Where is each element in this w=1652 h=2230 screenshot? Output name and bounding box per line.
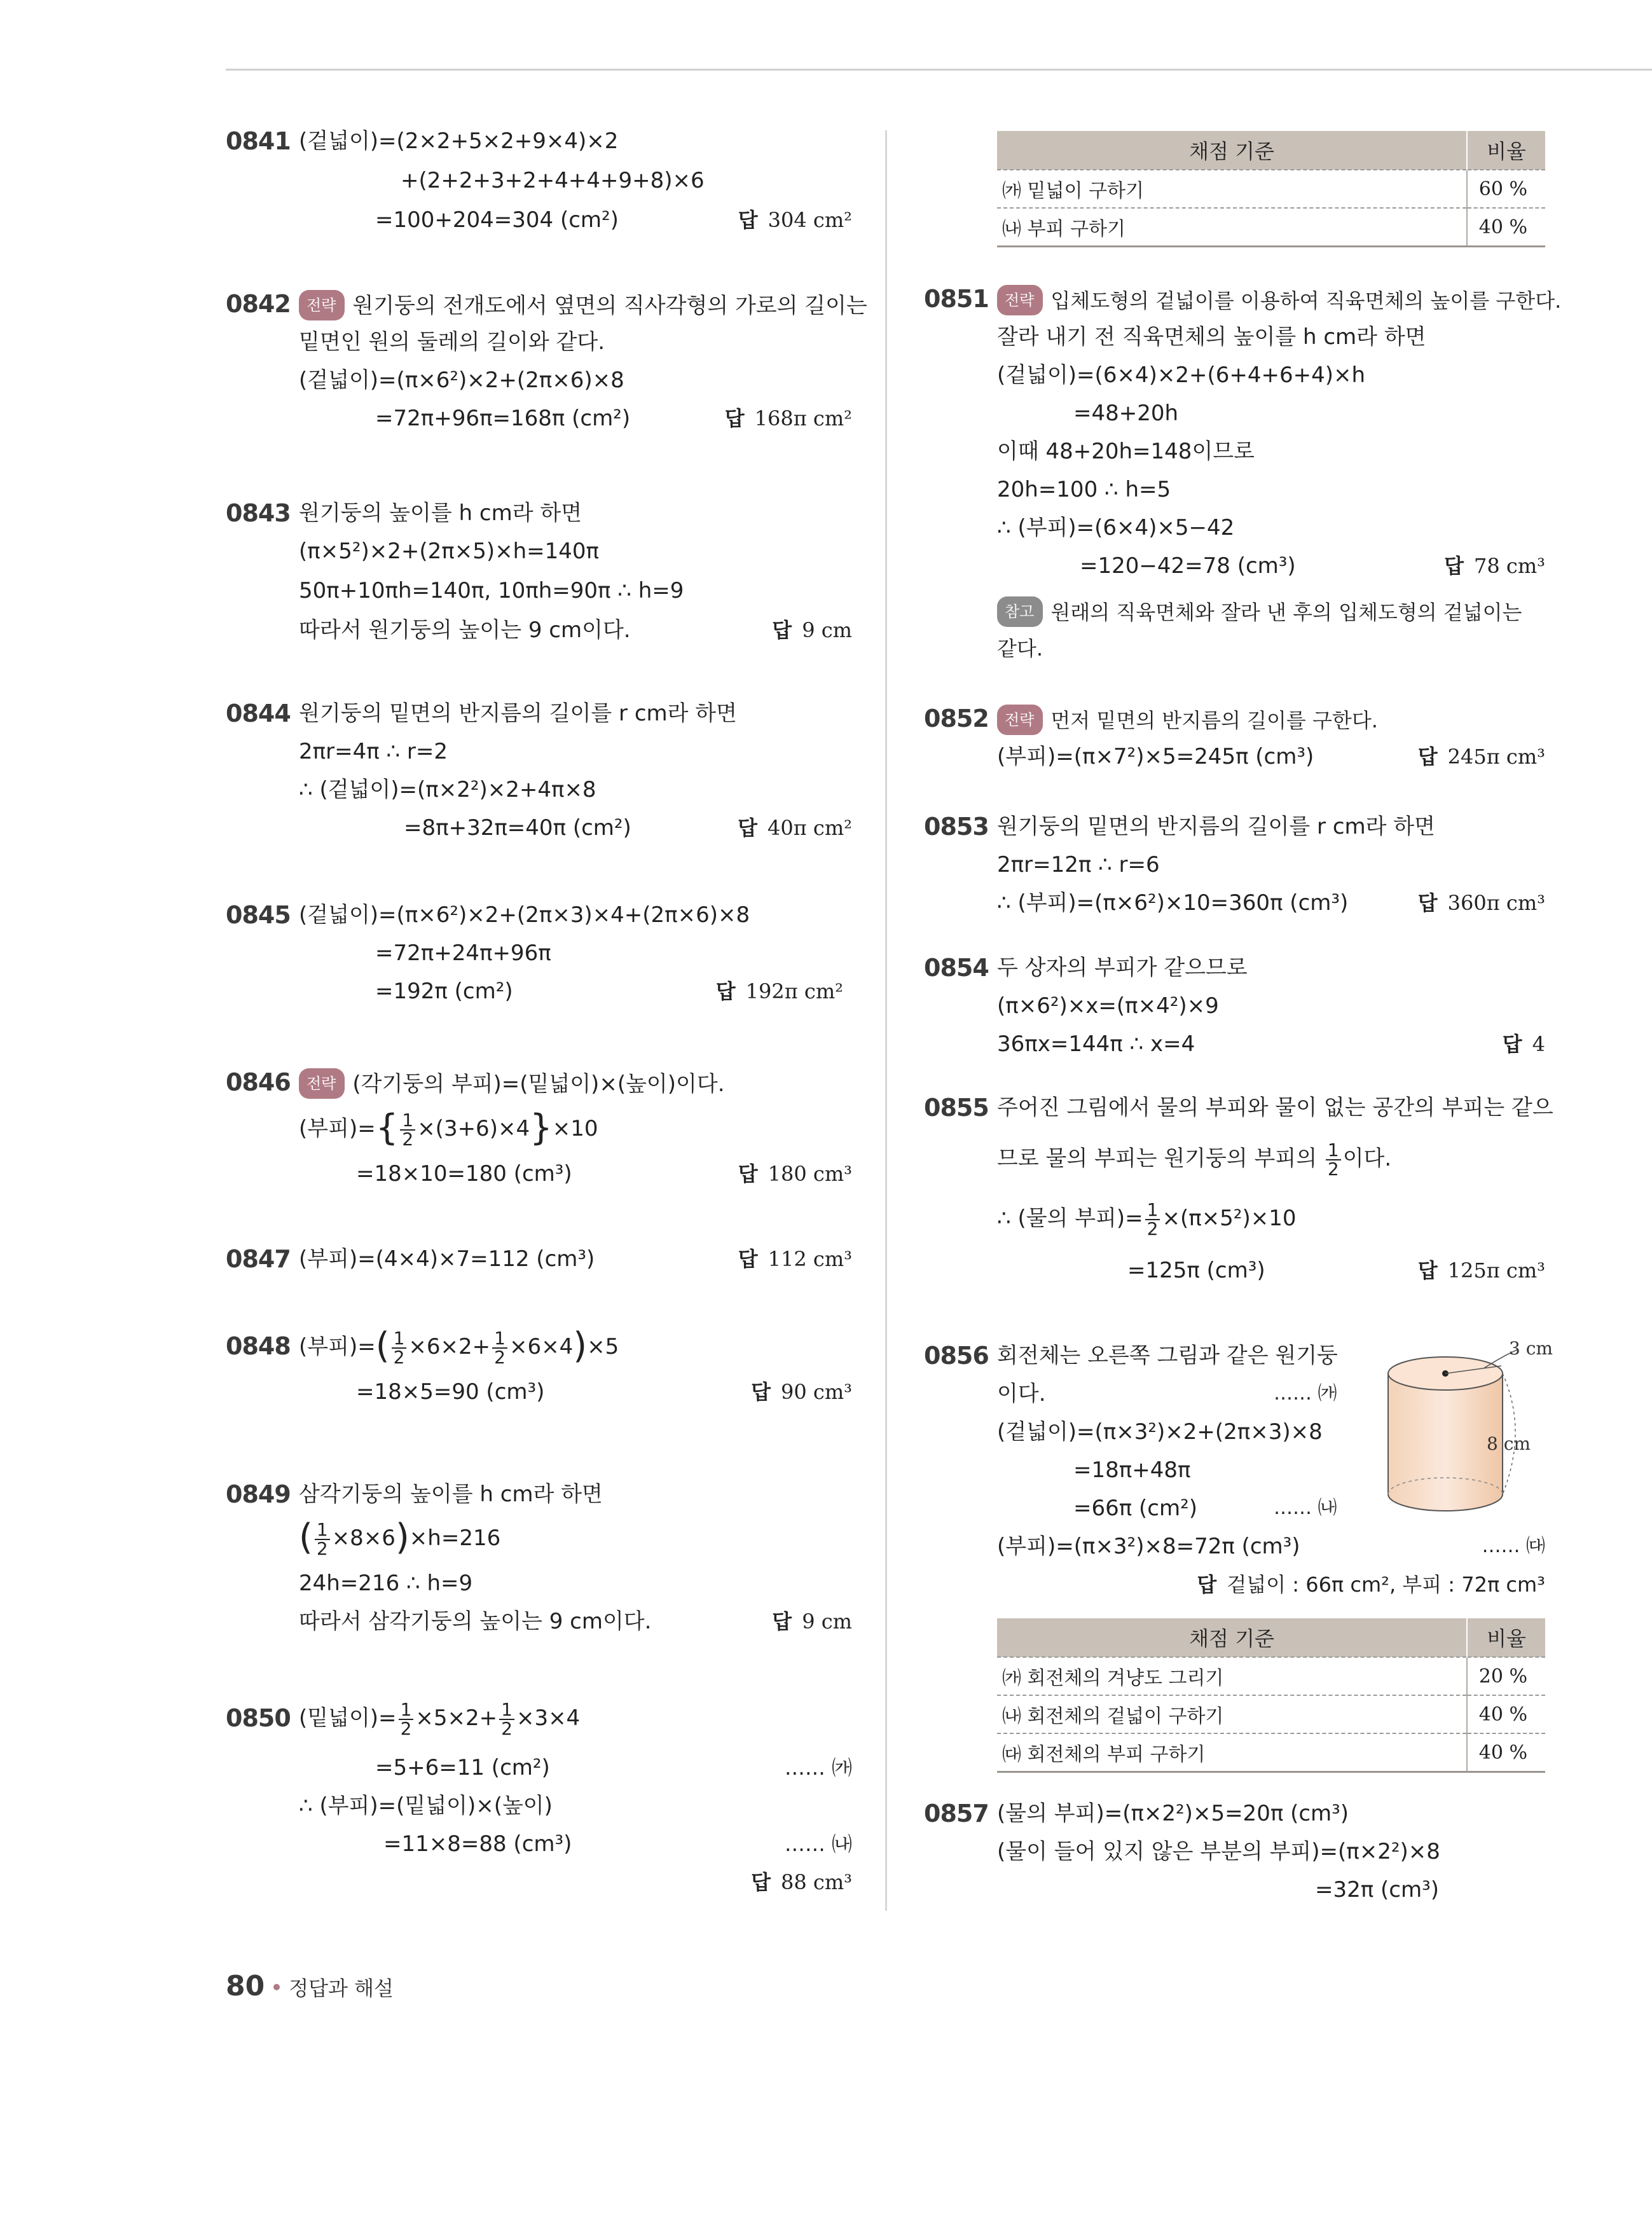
answer-value: 125π cm³	[1447, 1258, 1545, 1283]
table-cell: 40 %	[1467, 208, 1545, 247]
answer-label: 답	[738, 1247, 758, 1271]
denominator: 2	[402, 1128, 414, 1150]
problem-number: 0847	[226, 1245, 291, 1273]
problem-number: 0848	[226, 1332, 291, 1360]
column-divider	[885, 130, 887, 1911]
page-number: 80	[226, 1970, 265, 2002]
reference-badge: 참고	[997, 596, 1043, 627]
line-text: (부피)=	[299, 1334, 376, 1359]
line-text: ×(π×5²)×10	[1162, 1206, 1297, 1231]
denominator: 2	[400, 1717, 412, 1739]
numerator: 1	[1145, 1201, 1160, 1220]
line: 따라서 삼각기둥의 높이는 9 cm이다.	[299, 1609, 652, 1634]
problem-number: 0843	[226, 499, 291, 527]
line: 밑면인 원의 둘레의 길이와 같다.	[299, 329, 605, 355]
answer	[1418, 743, 1545, 771]
answer-label: 답	[772, 618, 792, 642]
answer-value: 245π cm³	[1447, 745, 1545, 769]
scoring-table-0850	[997, 131, 1545, 247]
line: 20h=100 ∴ h=5	[997, 477, 1171, 502]
paren-open: (	[375, 1325, 390, 1366]
line: =72π+96π=168π (cm²)	[375, 406, 631, 431]
strategy-badge: 전략	[997, 285, 1043, 315]
answer-label: 답	[751, 1380, 771, 1404]
line	[299, 1108, 598, 1149]
line: (겉넓이)=(π×6²)×2+(2π×6)×8	[299, 368, 624, 393]
line: 잘라 내기 전 직육면체의 높이를 h cm라 하면	[997, 324, 1426, 350]
answer-value: 112 cm³	[767, 1247, 852, 1271]
numerator: 1	[400, 1112, 415, 1131]
line: =5+6=11 (cm²)	[375, 1755, 550, 1780]
problem-number: 0851	[924, 285, 989, 313]
brace-close: }	[530, 1107, 553, 1148]
fraction	[499, 1698, 514, 1739]
answer-label: 답	[1417, 1258, 1438, 1283]
line-text: ∴ (물의 부피)=	[997, 1206, 1143, 1231]
table-header: 비율	[1467, 131, 1545, 170]
answer	[751, 1378, 852, 1406]
table-header: 비율	[1467, 1618, 1545, 1657]
answer	[738, 206, 852, 234]
line	[997, 596, 1522, 627]
answer-value: 180 cm³	[767, 1162, 852, 1186]
line: 회전체는 오른쪽 그림과 같은 원기둥	[997, 1343, 1338, 1368]
line	[997, 705, 1378, 735]
fraction	[399, 1698, 414, 1739]
problem-number: 0850	[226, 1704, 291, 1732]
line: 삼각기둥의 높이를 h cm라 하면	[299, 1482, 603, 1507]
line-text: (각기둥의 부피)=(밑넓이)×(높이)이다.	[352, 1071, 725, 1097]
line: =66π (cm²)	[1073, 1496, 1198, 1521]
line: 따라서 원기둥의 높이는 9 cm이다.	[299, 617, 631, 643]
problem-number: 0854	[924, 954, 989, 982]
denominator: 2	[1327, 1158, 1339, 1180]
line-text: 원기둥의 전개도에서 옆면의 직사각형의 가로의 길이는	[352, 293, 867, 319]
table-cell: ㈐ 회전체의 부피 구하기	[997, 1733, 1467, 1772]
numerator: 1	[399, 1701, 414, 1720]
line: 36πx=144π ∴ x=4	[997, 1031, 1195, 1057]
line-text: (부피)=	[299, 1116, 376, 1141]
line-text: 이다.	[1342, 1146, 1392, 1171]
problem-number: 0844	[226, 699, 291, 727]
line: 원기둥의 밑면의 반지름의 길이를 r cm라 하면	[997, 814, 1435, 839]
line: 원기둥의 높이를 h cm라 하면	[299, 500, 582, 526]
answer	[716, 977, 843, 1005]
line: (겉넓이)=(π×3²)×2+(2π×3)×8	[997, 1419, 1323, 1445]
marker: …… ㈎	[1274, 1382, 1337, 1405]
line-text: ×(3+6)×4	[417, 1116, 530, 1141]
marker: …… ㈏	[784, 1832, 852, 1856]
fraction	[400, 1109, 415, 1150]
answer	[738, 814, 852, 842]
line: (겉넓이)=(π×6²)×2+(2π×3)×4+(2π×6)×8	[299, 902, 750, 928]
line: (부피)=(π×3²)×8=72π (cm³)	[997, 1534, 1300, 1559]
line: (부피)=(π×7²)×5=245π (cm³)	[997, 744, 1314, 769]
line	[299, 290, 867, 320]
line: 50π+10πh=140π, 10πh=90π ∴ h=9	[299, 578, 684, 603]
marker: …… ㈐	[1482, 1535, 1545, 1557]
table-cell: 20 %	[1467, 1657, 1545, 1695]
line: (물의 부피)=(π×2²)×5=20π (cm³)	[997, 1801, 1349, 1826]
line	[997, 1138, 1391, 1179]
line: =8π+32π=40π (cm²)	[404, 815, 631, 841]
answer-value: 40π cm²	[767, 816, 852, 840]
line	[299, 1326, 619, 1367]
denominator: 2	[1146, 1218, 1159, 1239]
fraction	[1145, 1201, 1160, 1238]
problem-number: 0845	[226, 901, 291, 929]
answer-value: 168π cm²	[754, 406, 852, 430]
line: =72π+24π+96π	[375, 940, 551, 966]
denominator: 2	[316, 1538, 328, 1559]
line: (π×6²)×x=(π×4²)×9	[997, 993, 1219, 1019]
paren-close: )	[395, 1517, 410, 1558]
table-cell: ㈎ 회전체의 겨냥도 그리기	[997, 1657, 1467, 1695]
table-row	[997, 1657, 1545, 1695]
line: =32π (cm³)	[1315, 1877, 1440, 1903]
answer	[1503, 1030, 1545, 1058]
line-text: ×5×2+	[415, 1705, 498, 1731]
numerator: 1	[1326, 1141, 1341, 1160]
line: =18π+48π	[1073, 1457, 1191, 1483]
line: ∴ (부피)=(밑넓이)×(높이)	[299, 1793, 553, 1819]
paren-close: )	[573, 1325, 588, 1366]
line	[299, 1517, 500, 1559]
answer-value: 360π cm³	[1447, 891, 1545, 915]
line: =18×5=90 (cm³)	[356, 1379, 545, 1405]
line: (겉넓이)=(2×2+5×2+9×4)×2	[299, 128, 619, 154]
strategy-badge: 전략	[299, 1068, 345, 1099]
marker: …… ㈎	[784, 1756, 852, 1780]
problem-number: 0852	[924, 705, 989, 733]
table-cell: 60 %	[1467, 170, 1545, 208]
answer-label: 답	[738, 1162, 758, 1186]
table-cell: ㈏ 부피 구하기	[997, 208, 1467, 247]
denominator: 2	[393, 1346, 405, 1368]
line: ∴ (부피)=(π×6²)×10=360π (cm³)	[997, 890, 1349, 916]
line: (π×5²)×2+(2π×5)×h=140π	[299, 539, 599, 564]
fraction	[492, 1327, 507, 1368]
line: 이다.	[997, 1381, 1046, 1407]
answer-label: 답	[1417, 745, 1438, 769]
line-text: ×10	[552, 1116, 598, 1141]
answer-value: 4	[1532, 1032, 1545, 1056]
radius-label: 3 cm	[1509, 1338, 1553, 1359]
line: =120−42=78 (cm³)	[1080, 553, 1296, 579]
table-row	[997, 208, 1545, 247]
problem-number: 0842	[226, 290, 291, 318]
fraction	[1326, 1141, 1341, 1178]
table-cell: ㈏ 회전체의 겉넓이 구하기	[997, 1695, 1467, 1733]
paren-open: (	[299, 1517, 313, 1558]
line	[997, 285, 1561, 315]
answer-label: 답	[1417, 891, 1438, 915]
cylinder-figure	[1369, 1335, 1553, 1532]
answer-value: 78 cm³	[1474, 554, 1545, 578]
numerator: 1	[315, 1521, 330, 1540]
answer-value: 192π cm²	[745, 979, 843, 1003]
line	[299, 1068, 725, 1099]
answer	[738, 1245, 852, 1273]
line: =18×10=180 (cm³)	[356, 1161, 572, 1187]
answer-value: 88 cm³	[781, 1870, 852, 1894]
scoring-table-0856	[997, 1618, 1545, 1773]
table-row	[997, 1695, 1545, 1733]
table-cell: ㈎ 밑넓이 구하기	[997, 170, 1467, 208]
problem-number: 0846	[226, 1068, 291, 1096]
line: 이때 48+20h=148이므로	[997, 439, 1255, 464]
numerator: 1	[499, 1701, 514, 1720]
line: =125π (cm³)	[1127, 1258, 1265, 1283]
strategy-badge: 전략	[997, 705, 1043, 735]
line-text: ×8×6	[331, 1525, 396, 1551]
line-text: ×6×2+	[408, 1334, 491, 1359]
problem-number: 0841	[226, 127, 291, 155]
line: (겉넓이)=(6×4)×2+(6+4+6+4)×h	[997, 362, 1365, 388]
line-text: 원래의 직육면체와 잘라 낸 후의 입체도형의 겉넓이는	[1050, 600, 1522, 624]
answer-value: 304 cm²	[767, 208, 852, 232]
line: 2πr=12π ∴ r=6	[997, 852, 1160, 878]
line: =11×8=88 (cm³)	[383, 1831, 572, 1857]
answer	[1444, 552, 1545, 580]
line: +(2+2+3+2+4+4+9+8)×6	[401, 168, 705, 193]
cylinder-body	[1388, 1373, 1503, 1511]
denominator: 2	[494, 1346, 506, 1368]
line: =192π (cm²)	[375, 979, 513, 1004]
problem-number: 0857	[924, 1800, 989, 1827]
line: 24h=216 ∴ h=9	[299, 1571, 473, 1596]
marker: …… ㈏	[1274, 1497, 1337, 1519]
numerator: 1	[492, 1330, 507, 1349]
answer-value: 겉넓이 : 66π cm², 부피 : 72π cm³	[1227, 1573, 1545, 1597]
problem-number: 0849	[226, 1480, 291, 1508]
line-text: 먼저 밑면의 반지름의 길이를 구한다.	[1050, 708, 1378, 733]
line: ∴ (겉넓이)=(π×2²)×2+4π×8	[299, 777, 596, 802]
page-footer	[226, 1970, 394, 2002]
line: ∴ (부피)=(6×4)×5−42	[997, 515, 1235, 540]
problem-number: 0855	[924, 1094, 989, 1122]
line: (물이 들어 있지 않은 부분의 부피)=(π×2²)×8	[997, 1839, 1440, 1864]
line: =48+20h	[1073, 401, 1179, 426]
answer-label: 답	[751, 1870, 771, 1894]
line: =100+204=304 (cm²)	[375, 207, 619, 233]
answer-value: 9 cm	[802, 618, 852, 642]
answer-value: 9 cm	[802, 1609, 852, 1634]
table-header: 채점 기준	[997, 1618, 1467, 1657]
answer-label: 답	[1502, 1032, 1522, 1056]
answer-label: 답	[772, 1609, 792, 1634]
table-row	[997, 170, 1545, 208]
answer-label: 답	[724, 406, 745, 430]
line-text: ×h=216	[409, 1525, 501, 1551]
strategy-badge: 전략	[299, 290, 345, 320]
answer	[725, 404, 852, 432]
answer-label: 답	[1197, 1573, 1217, 1597]
answer	[772, 1607, 852, 1635]
top-rule	[226, 69, 1652, 71]
answer-label: 답	[738, 208, 758, 232]
line-text: ×5	[587, 1334, 619, 1359]
table-cell: 40 %	[1467, 1695, 1545, 1733]
line	[299, 1698, 580, 1738]
problem-number: 0856	[924, 1342, 989, 1370]
answer	[738, 1160, 852, 1188]
line-text: 입체도형의 겉넓이를 이용하여 직육면체의 높이를 구한다.	[1050, 289, 1562, 313]
answer	[772, 616, 852, 644]
denominator: 2	[501, 1717, 513, 1739]
line	[997, 1198, 1296, 1239]
table-header: 채점 기준	[997, 131, 1467, 170]
numerator: 1	[392, 1330, 407, 1349]
table-row	[997, 1733, 1545, 1772]
answer-label: 답	[1444, 554, 1464, 578]
answer	[1418, 889, 1545, 917]
line: 주어진 그림에서 물의 부피와 물이 없는 공간의 부피는 같으	[997, 1095, 1553, 1120]
table-cell: 40 %	[1467, 1733, 1545, 1772]
answer	[1418, 1256, 1545, 1284]
answer-label: 답	[738, 816, 757, 840]
line: 두 상자의 부피가 같으므로	[997, 955, 1248, 981]
line-text: ×6×4	[509, 1334, 574, 1359]
answer	[1197, 1571, 1545, 1599]
footer-dot	[273, 1984, 280, 1990]
line: (부피)=(4×4)×7=112 (cm³)	[299, 1246, 595, 1272]
line-text: ×3×4	[516, 1705, 581, 1731]
answer-value: 90 cm³	[781, 1380, 852, 1404]
line: 원기둥의 밑면의 반지름의 길이를 r cm라 하면	[299, 701, 737, 726]
height-label: 8 cm	[1487, 1433, 1531, 1454]
line: 2πr=4π ∴ r=2	[299, 739, 448, 764]
line-text: 므로 물의 부피는 원기둥의 부피의	[997, 1146, 1324, 1171]
problem-number: 0853	[924, 813, 989, 841]
line: 같다.	[997, 637, 1043, 661]
line-text: (밑넓이)=	[299, 1705, 397, 1731]
brace-open: {	[375, 1107, 399, 1148]
fraction	[315, 1518, 330, 1559]
footer-title: 정답과 해설	[289, 1976, 394, 2000]
answer-label: 답	[715, 979, 736, 1003]
fraction	[392, 1327, 407, 1368]
answer	[751, 1868, 852, 1896]
